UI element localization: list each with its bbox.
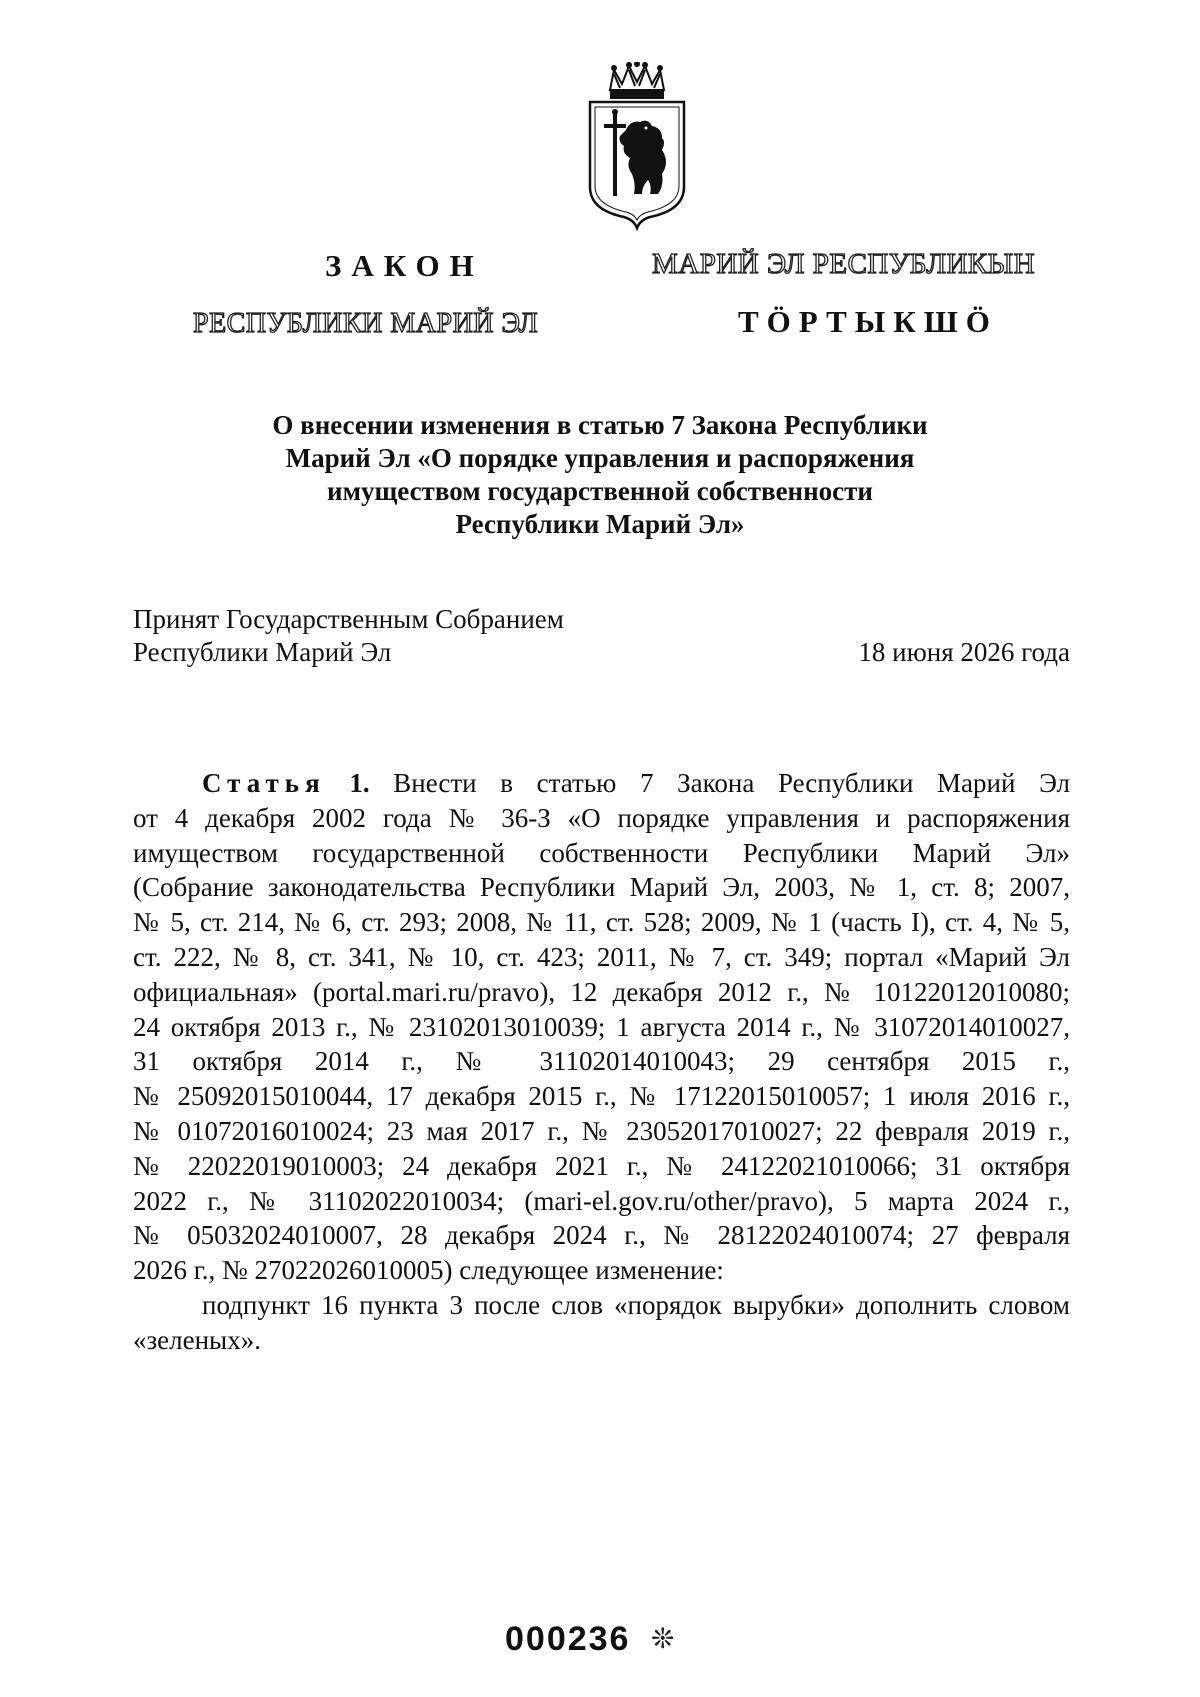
article-line: 31 октября 2014 г., № 31102014010043; 29 сентября 2015 г., — [133, 1046, 1070, 1077]
header-law-title-mari: ТӦРТЫКШӦ — [738, 304, 998, 339]
article-first-line — [133, 766, 1070, 801]
adoption-line: Принят Государственным Собранием — [133, 604, 564, 634]
article-line: № 01072016010024; 23 мая 2017 г., № 23052017010027; 22 февраля 2019 г., — [133, 1115, 1070, 1146]
header-republic-name: РЕСПУБЛИКИ МАРИЙ ЭЛ — [193, 308, 539, 339]
article-line: № 25092015010044, 17 декабря 2015 г., № 17122015010057; 1 июля 2016 г., — [133, 1081, 1070, 1112]
header-mari-republic: МАРИЙ ЭЛ РЕСПУБЛИКЫН — [652, 248, 1036, 280]
adoption-date: 18 июня 2026 года — [858, 637, 1070, 667]
article-line: официальная» (portal.mari.ru/pravo), 12 декабря 2012 г., № 10122012010080; — [133, 976, 1070, 1007]
amendment-line: «зеленых». — [133, 1324, 261, 1355]
article-line: 24 октября 2013 г., № 23102013010039; 1 августа 2014 г., № 31072014010027, — [133, 1011, 1070, 1042]
article-number: 1. — [349, 768, 370, 798]
article-line: от 4 декабря 2002 года № 36-З «О порядке управления и распоряжения — [133, 802, 1070, 833]
coat-of-arms-icon — [580, 62, 694, 232]
article-text: Внести в статью 7 Закона Республики Марий Эл — [393, 768, 1071, 798]
adoption-line: Республики Марий Эл — [133, 637, 392, 667]
adoption-statement — [133, 603, 564, 669]
article-label: Статья — [202, 768, 326, 798]
article-line: № 05032024010007, 28 декабря 2024 г., № 28122024010074; 27 февраля — [133, 1220, 1070, 1251]
article-body — [133, 766, 1070, 1358]
header-law-title: ЗАКОН — [325, 248, 484, 283]
title-line: О внесении изменения в статью 7 Закона Республики — [272, 410, 928, 440]
document-title — [150, 409, 1050, 541]
article-line: № 5, ст. 214, № 6, ст. 293; 2008, № 11, ст. 528; 2009, № 1 (часть I), ст. 4, № 5, — [133, 907, 1070, 938]
article-line: (Собрание законодательства Республики Марий Эл, 2003, № 1, ст. 8; 2007, — [133, 872, 1070, 903]
article-line: ст. 222, № 8, ст. 341, № 10, ст. 423; 2011, № 7, ст. 349; портал «Марий Эл — [133, 941, 1070, 972]
article-line: 2022 г., № 31102022010034; (mari-el.gov.ru/other/pravo), 5 марта 2024 г., — [133, 1185, 1070, 1216]
article-line: имуществом государственной собственности Республики Марий Эл» — [133, 837, 1070, 868]
document-serial-number: 000236 — [505, 1620, 631, 1658]
article-line: 2026 г., № 27022026010005) следующее изменение: — [133, 1255, 724, 1286]
title-line: имуществом государственной собственности — [327, 476, 873, 506]
ornament-icon: ❊ — [651, 1624, 675, 1655]
amendment-line: подпункт 16 пункта 3 после слов «порядок вырубки» дополнить словом — [202, 1289, 1070, 1320]
article-line: № 22022019010003; 24 декабря 2021 г., № 24122021010066; 31 октября — [133, 1150, 1070, 1181]
title-line: Республики Марий Эл» — [455, 509, 745, 539]
title-line: Марий Эл «О порядке управления и распоряжения — [285, 443, 915, 473]
